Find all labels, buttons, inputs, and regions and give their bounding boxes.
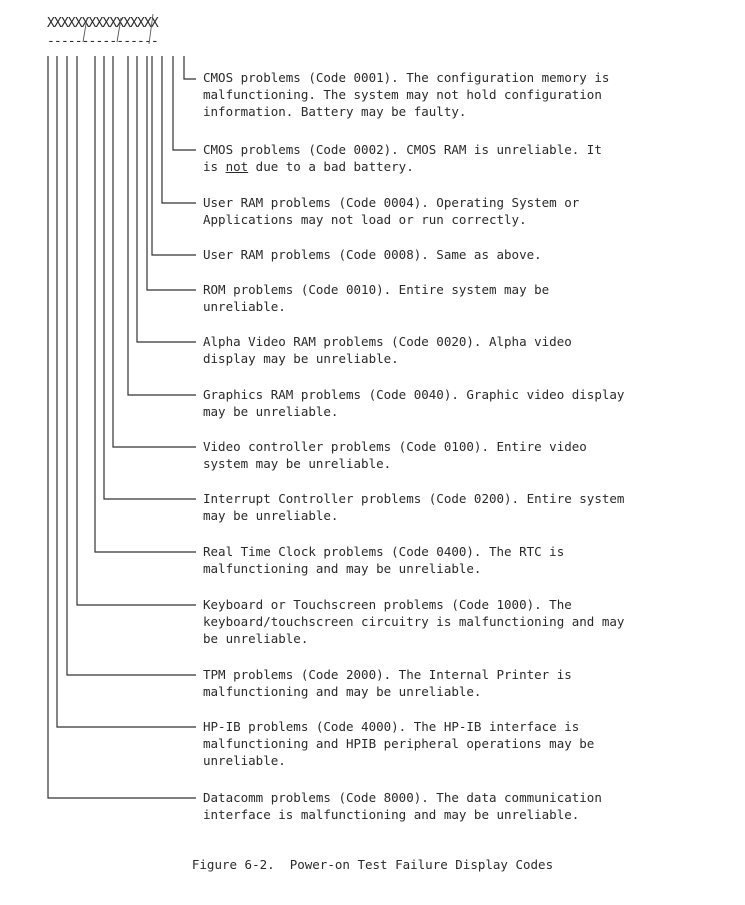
entry-text: CMOS problems (Code 0002). CMOS RAM is unreliable. It is [203,142,602,174]
code-entry-0100: Video controller problems (Code 0100). Entire video system may be unreliable. [203,439,587,471]
header-tick [149,14,153,44]
header-tick [117,18,121,42]
entry-text: due to a bad battery. [248,159,414,174]
figure-caption: Figure 6-2. Power-on Test Failure Display Codes [191,857,554,872]
connector-line [162,56,196,203]
connector-line [57,56,196,727]
display-code-underline: ---------------- [47,34,158,49]
code-entry-8000: Datacomm problems (Code 8000). The data communication interface is malfunctioning and may be unreliable. [203,790,602,822]
code-entry-1000: Keyboard or Touchscreen problems (Code 1000). The keyboard/touchscreen circuitry is malfunctioning and may be unreliable. [203,597,625,646]
connector-line [137,56,196,342]
header-tick [83,18,87,42]
code-entry-2000: TPM problems (Code 2000). The Internal Printer is malfunctioning and may be unreliable. [203,667,572,699]
code-entry-0020: Alpha Video RAM problems (Code 0020). Alpha video display may be unreliable. [203,334,572,366]
connector-line [67,56,196,675]
connector-line [104,56,196,499]
code-entry-0008: User RAM problems (Code 0008). Same as above. [203,247,542,262]
code-entry-0004: User RAM problems (Code 0004). Operating System or Applications may not load or run correctly. [203,195,580,227]
code-entry-0001: CMOS problems (Code 0001). The configuration memory is malfunctioning. The system may not hold configuration information. Battery may be faulty. [203,70,610,119]
code-entry-0040: Graphics RAM problems (Code 0040). Graphic video display may be unreliable. [203,387,625,419]
code-entry-0002 [203,141,723,175]
code-entry-0200: Interrupt Controller problems (Code 0200). Entire system may be unreliable. [203,491,625,523]
emphasis-not: not [225,159,249,174]
connector-line [152,56,196,255]
display-code-placeholder: XXXXXXXXXXXXXXXX [47,16,158,31]
code-entry-4000: HP-IB problems (Code 4000). The HP-IB interface is malfunctioning and HPIB peripheral operations may be unreliable. [203,719,595,768]
code-entry-0400: Real Time Clock problems (Code 0400). The RTC is malfunctioning and may be unreliable. [203,544,565,576]
connector-line [48,56,196,798]
connector-line [95,56,196,552]
connector-line [113,56,196,447]
connector-line [184,56,196,79]
code-entry-0010: ROM problems (Code 0010). Entire system may be unreliable. [203,282,550,314]
